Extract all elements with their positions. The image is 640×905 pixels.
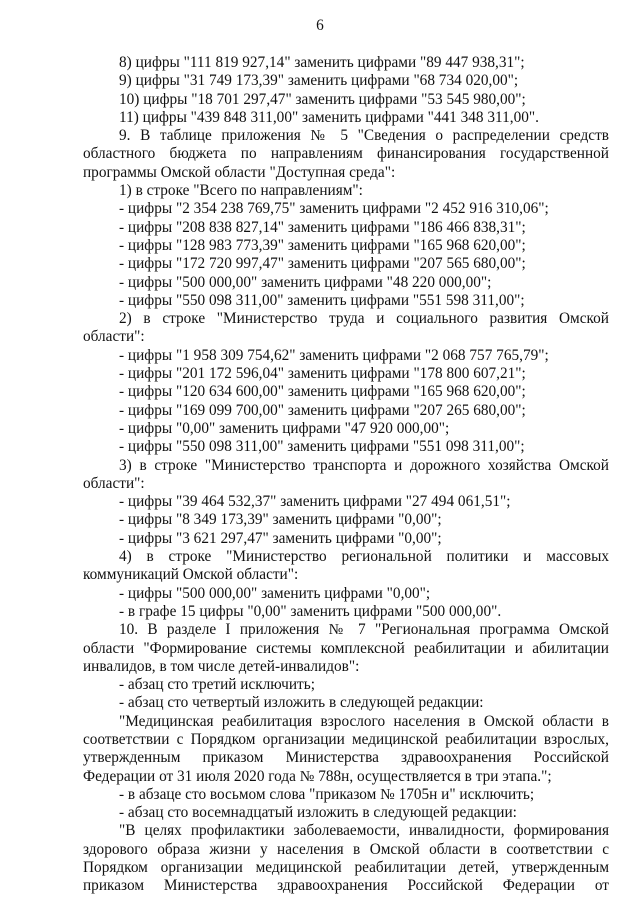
document-body [83, 54, 609, 896]
text-line: области": [83, 328, 145, 346]
text-line: 3) в строке "Министерство транспорта и дорожного хозяйства Омской [119, 456, 609, 474]
text-line: - цифры "1 958 309 754,62" заменить цифрами "2 068 757 765,79"; [119, 346, 549, 364]
text-line: 9. В таблице приложения № 5 "Сведения о распределении средств [119, 127, 609, 145]
text-line: 10) цифры "18 701 297,47" заменить цифрами "53 545 980,00"; [119, 90, 526, 108]
text-line: - цифры "2 354 238 769,75" заменить цифрами "2 452 916 310,06"; [119, 200, 549, 218]
text-line: - абзац сто восемнадцатый изложить в следующей редакции: [119, 804, 517, 822]
text-line: - цифры "550 098 311,00" заменить цифрами "551 098 311,00"; [119, 438, 525, 456]
text-line: области "Формирование системы комплексной реабилитации и абилитации [83, 639, 609, 657]
text-line: соответствии с Порядком организации медицинской реабилитации взрослых, [83, 730, 609, 748]
text-line: "В целях профилактики заболеваемости, инвалидности, формирования [119, 822, 609, 840]
text-line: - цифры "39 464 532,37" заменить цифрами "27 494 061,51"; [119, 493, 511, 511]
text-line: 1) в строке "Всего по направлениям": [119, 182, 363, 200]
text-line: - цифры "169 099 700,00" заменить цифрами "207 265 680,00"; [119, 401, 526, 419]
text-line: 4) в строке "Министерство региональной политики и массовых [119, 548, 609, 566]
text-line: 10. В разделе I приложения № 7 "Региональная программа Омской [119, 621, 609, 639]
text-line: - цифры "172 720 997,47" заменить цифрами "207 565 680,00"; [119, 255, 526, 273]
page-number: 6 [316, 17, 324, 34]
text-line: - цифры "500 000,00" заменить цифрами "48 220 000,00"; [119, 273, 492, 291]
text-line: - цифры "208 838 827,14" заменить цифрами "186 466 838,31"; [119, 218, 526, 236]
text-line: областного бюджета по направлениям финансирования государственной [83, 145, 609, 163]
text-line: 2) в строке "Министерство труда и социального развития Омской [119, 310, 609, 328]
text-line: инвалидов, в том числе детей-инвалидов": [83, 657, 360, 675]
text-line: программы Омской области "Доступная среда": [83, 163, 396, 181]
text-line: здорового образа жизни у населения в Омской области в соответствии с [83, 840, 609, 858]
text-line: 8) цифры "111 819 927,14" заменить цифрами "89 447 938,31"; [119, 54, 525, 71]
text-line: коммуникаций Омской области": [83, 566, 299, 584]
text-line: - цифры "201 172 596,04" заменить цифрами "178 800 607,21"; [119, 365, 526, 383]
text-line: утвержденным приказом Министерства здравоохранения Российской [83, 749, 609, 767]
text-line: - абзац сто четвертый изложить в следующей редакции: [119, 694, 484, 712]
text-line: Федерации от 31 июля 2020 года № 788н, осуществляется в три этапа."; [83, 767, 552, 785]
text-line: - цифры "0,00" заменить цифрами "47 920 000,00"; [119, 419, 450, 437]
text-line: области": [83, 474, 145, 492]
text-line: - абзац сто третий исключить; [119, 676, 315, 694]
text-line: приказом Министерства здравоохранения Российской Федерации от [83, 877, 609, 895]
text-line: - в абзаце сто восьмом слова "приказом № 1705н и" исключить; [119, 785, 535, 803]
text-line: - цифры "128 983 773,39" заменить цифрами "165 968 620,00"; [119, 236, 526, 254]
text-line: - цифры "120 634 600,00" заменить цифрами "165 968 620,00"; [119, 383, 526, 401]
text-line: - цифры "500 000,00" заменить цифрами "0,00"; [119, 584, 431, 602]
text-line: 11) цифры "439 848 311,00" заменить цифрами "441 348 311,00". [119, 108, 539, 126]
text-line: - цифры "550 098 311,00" заменить цифрами "551 598 311,00"; [119, 291, 525, 309]
text-line: "Медицинская реабилитация взрослого населения в Омской области в [119, 712, 609, 730]
text-line: - в графе 15 цифры "0,00" заменить цифрами "500 000,00". [119, 602, 502, 620]
text-line: - цифры "8 349 173,39" заменить цифрами "0,00"; [119, 511, 442, 529]
text-line: - цифры "3 621 297,47" заменить цифрами "0,00"; [119, 529, 442, 547]
text-line: 9) цифры "31 749 173,39" заменить цифрами "68 734 020,00"; [119, 72, 519, 90]
text-line: Порядком организации медицинской реабилитации детей, утвержденным [83, 859, 609, 877]
